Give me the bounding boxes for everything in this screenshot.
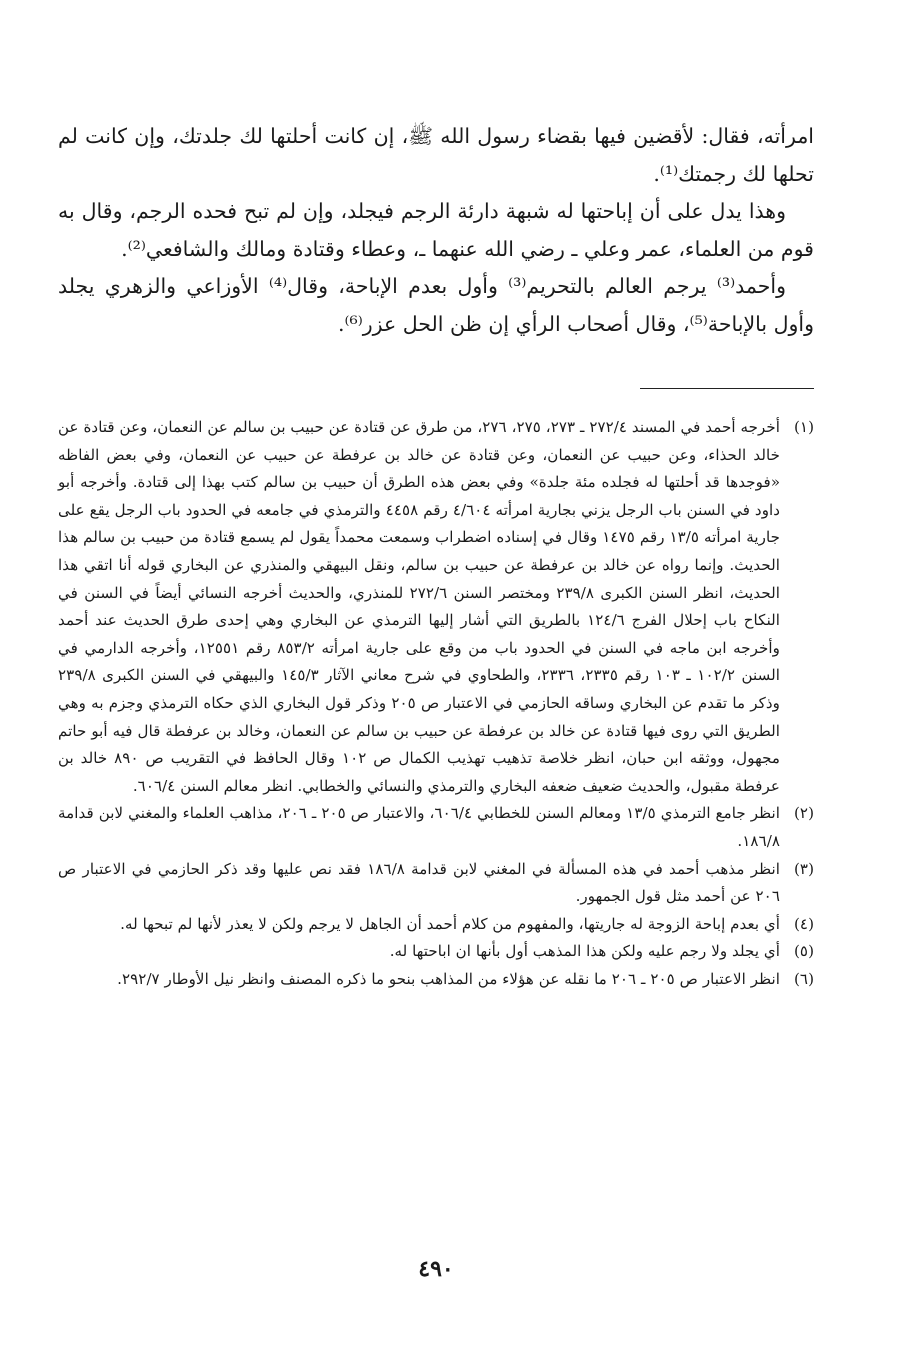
- footnote-number: (٤): [793, 914, 814, 933]
- footnote-text: انظر الاعتبار ص ٢٠٥ ـ ٢٠٦ ما نقله عن هؤلاء من المذاهب بنحو ما ذكره المصنف وانظر نيل الأوطار ٢٩٢/٧.: [117, 969, 780, 988]
- main-paragraph-1: امرأته، فقال: لأقضين فيها بقضاء رسول الله ﷺ، إن كانت أحلتها لك جلدتك، وإن كانت لم تحلها لك رجمتك⁽¹⁾.: [58, 124, 814, 186]
- footnote-5: [58, 938, 814, 966]
- footnote-text: أي بعدم إباحة الزوجة له جاريتها، والمفهوم من كلام أحمد أن الجاهل لا يرجم ولكن لا يعذر لأنها لم تبحها له.: [120, 914, 780, 933]
- footnote-4: [58, 911, 814, 939]
- footnote-1: [58, 414, 814, 800]
- footnotes: [58, 414, 814, 993]
- page-number: ٤٩٠: [418, 1256, 454, 1282]
- footnote-number: (٣): [793, 859, 814, 878]
- main-paragraph-3: وأحمد⁽³⁾ يرجم العالم بالتحريم⁽³⁾ وأول بعدم الإباحة، وقال⁽⁴⁾ الأوزاعي والزهري يجلد وأول بالإباحة⁽⁵⁾، وقال أصحاب الرأي إن ظن الحل عزر⁽⁶⁾.: [58, 274, 814, 336]
- footnote-number: (٥): [793, 942, 814, 961]
- footnote-text: أي يجلد ولا رجم عليه ولكن هذا المذهب أول بأنها ان اباحتها له.: [389, 942, 780, 961]
- footnote-3: [58, 856, 814, 911]
- footnote-6: [58, 966, 814, 994]
- footnote-text: انظر جامع الترمذي ١٣/٥ ومعالم السنن للخطابي ٦٠٦/٤، والاعتبار ص ٢٠٥ ـ ٢٠٦، مذاهب العلماء والمغني لابن قدامة ١٨٦/٨.: [58, 804, 780, 850]
- footnote-divider: [640, 388, 814, 389]
- footnote-number: (١): [793, 418, 814, 436]
- main-paragraph-2: وهذا يدل على أن إباحتها له شبهة دارئة الرجم فيجلد، وإن لم تبح فحده الرجم، وقال به قوم من العلماء، عمر وعلي ـ رضي الله عنهما ـ، وعطاء وقتادة ومالك والشافعي⁽²⁾.: [58, 199, 814, 261]
- book-page: [58, 118, 814, 1318]
- footnote-number: (٢): [793, 804, 814, 823]
- footnote-text: أخرجه أحمد في المسند ٢٧٢/٤ ـ ٢٧٣، ٢٧٥، ٢٧٦، من طرق عن قتادة عن حبيب بن سالم عن النعمان، وعن قتادة عن خالد الحذاء، وعن حبيب عن النعمان، وعن قتادة عن خالد بن عرفطة عن حبيب عن النعمان، وفي بعض الفاظه «فوجدها قد أحلتها له فجلده مئة جلدة» وفي بعض هذه الطرق أن حبيب بن سالم كتب بهذا إلى قتادة. وأخرجه أبو داود في السنن باب الرجل يزني بجارية امرأته ٤/٦٠٤ رقم ٤٤٥٨ والترمذي في جامعه في الحدود باب الرجل يقع على جارية امرأته ١٣/٥ رقم ١٤٧٥ وقال في إسناده اضطراب وسمعت محمداً يقول لم يسمع قتادة من حبيب بن سالم هذا الحديث. وإنما رواه عن خالد بن عرفطة عن حبيب بن سالم، ونقل البيهقي والمنذري عن البخاري قوله أنا اتقي هذا الحديث، انظر السنن الكبرى ٢٣٩/٨ ومختصر السنن ٢٧٢/٦ للمنذري، والحديث أخرجه النسائي أيضاً في السنن في النكاح باب إحلال الفرج ١٢٤/٦ بالطريق التي أشار إليها الترمذي عن البخاري وهي إحدى طرق الحديث عند أحمد وأخرجه ابن ماجه في السنن في الحدود باب من وقع على جارية امرأته ٨٥٣/٢ رقم ١٢٥٥١، وأخرجه الدارمي في السنن ١٠٢/٢ ـ ١٠٣ رقم ٢٣٣٥، ٢٣٣٦، والطحاوي في شرح معاني الآثار ١٤٥/٣ والبيهقي في السنن الكبرى ٢٣٩/٨ وذكر ما تقدم عن البخاري وساقه الحازمي في الاعتبار ص ٢٠٥ وذكر قول البخاري الذي حكاه الترمذي وجزم به وهي الطريق التي روى فيها قتادة عن خالد بن عرفطة عن حبيب بن سالم عن النعمان، وخالد بن عرفطة قال فيه أبو حاتم مجهول، ووثقه ابن حبان، انظر خلاصة تذهيب تهذيب الكمال ص ١٠٢ وقال الحافظ في التقريب ص ٨٩٠ خالد بن عرفطة مقبول، والحديث ضعيف ضعفه البخاري والترمذي والنسائي والخطابي. انظر معالم السنن ٦٠٦/٤.: [58, 418, 781, 795]
- footnote-2: [58, 800, 814, 855]
- footnote-number: (٦): [793, 969, 814, 988]
- main-body: [58, 118, 814, 343]
- footnote-text: انظر مذهب أحمد في هذه المسألة في المغني لابن قدامة ١٨٦/٨ فقد نص عليها وقد ذكر الحازمي في الاعتبار ص ٢٠٦ عن أحمد مثل قول الجمهور.: [58, 859, 780, 906]
